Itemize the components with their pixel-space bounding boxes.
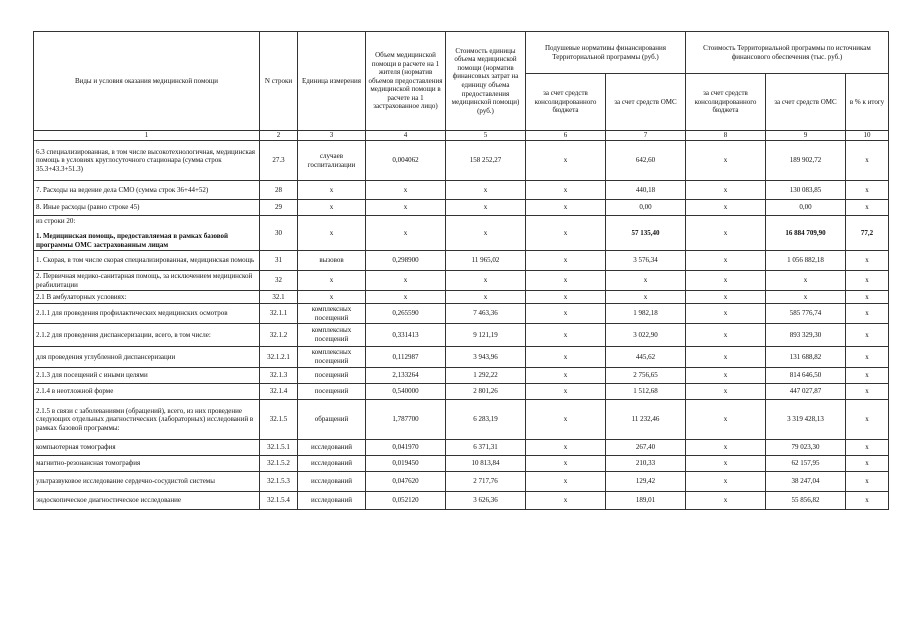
cell-oms-norm: 2 756,65 [606, 368, 686, 384]
cell-row-number: 32.1.3 [260, 368, 298, 384]
row-service-name-text: 6.3 специализированная, в том числе высокотехнологичная, медицинская помощь в условиях круглосуточного стационара (сумма строк 35.3+43.3+51.3) [36, 147, 256, 173]
row-service-name [34, 304, 260, 324]
cell-oms-cost: х [766, 291, 846, 304]
cell-unit-cost: 2 717,76 [446, 472, 526, 492]
cell-percent: х [846, 324, 889, 347]
header-unit-cost: Стоимость единицы объема медицинской помощи (норматив финансовых затрат на единицу объема предоставления медицинской помощи) (руб.) [446, 32, 526, 131]
table-row [34, 440, 889, 456]
cell-volume: 0,265590 [366, 304, 446, 324]
cell-unit: посещений [298, 384, 366, 400]
cell-unit: посещений [298, 368, 366, 384]
cell-oms-norm: 129,42 [606, 472, 686, 492]
cell-row-number: 32.1.5.2 [260, 456, 298, 472]
row-service-name-text: 2.1.2 для проведения диспансеризации, всего, в том числе: [36, 330, 211, 339]
row-service-name-text: 2.1.5 в связи с заболеваниями (обращений), всего, из них проведение следующих отдельных диагностических (лабораторных) исследований в рамках базовой программы: [36, 406, 254, 432]
row-service-name [34, 384, 260, 400]
row-service-name [34, 324, 260, 347]
cell-oms-cost: 814 646,50 [766, 368, 846, 384]
column-numbers-row [34, 131, 889, 141]
cell-oms-norm: 445,62 [606, 347, 686, 368]
header-percent-of-total: в % к итогу [846, 74, 889, 131]
cell-oms-norm: 267,40 [606, 440, 686, 456]
cell-unit-cost: 1 292,22 [446, 368, 526, 384]
header-consolidated-budget-cost: за счет средств консолидированного бюджета [686, 74, 766, 131]
cell-budget-cost: х [686, 216, 766, 251]
cell-percent: 77,2 [846, 216, 889, 251]
cell-budget-cost: х [686, 200, 766, 216]
cell-oms-cost: 131 688,82 [766, 347, 846, 368]
header-unit: Единица измерения [298, 32, 366, 131]
cell-percent: х [846, 181, 889, 200]
row-service-name-text: 2.1.4 в неотложной форме [36, 387, 114, 396]
cell-volume: 0,052120 [366, 492, 446, 510]
row-service-name-text: 2.1 В амбулаторных условиях: [36, 292, 127, 301]
cell-row-number: 30 [260, 216, 298, 251]
cell-percent: х [846, 492, 889, 510]
header-volume-per-capita: Объем медицинской помощи в расчете на 1 жителя (норматив объемов предоставления медицинской помощи в расчете на 1 застрахованное лицо) [366, 32, 446, 131]
column-number: 4 [366, 131, 446, 141]
cell-oms-norm: 189,01 [606, 492, 686, 510]
cell-unit-cost: 2 801,26 [446, 384, 526, 400]
column-number: 3 [298, 131, 366, 141]
cell-budget-cost: х [686, 492, 766, 510]
cell-row-number: 31 [260, 251, 298, 271]
cell-budget-norm: х [526, 400, 606, 440]
table-row [34, 304, 889, 324]
row-service-name-text: 1. Скорая, в том числе скорая специализированная, медицинская помощь [36, 256, 255, 265]
table-row [34, 472, 889, 492]
cell-oms-cost: 0,00 [766, 200, 846, 216]
cell-oms-cost: 62 157,95 [766, 456, 846, 472]
cell-unit-cost: 10 813,84 [446, 456, 526, 472]
table-row [34, 251, 889, 271]
cell-unit-cost: 6 283,19 [446, 400, 526, 440]
cell-row-number: 32.1.5.3 [260, 472, 298, 492]
cell-oms-cost: 38 247,04 [766, 472, 846, 492]
row-service-name-text: 8. Иные расходы (равно строке 45) [36, 203, 140, 212]
cell-oms-cost: 189 902,72 [766, 141, 846, 181]
cell-oms-norm: 57 135,40 [606, 216, 686, 251]
table-row [34, 291, 889, 304]
cell-budget-cost: х [686, 304, 766, 324]
cell-percent: х [846, 440, 889, 456]
header-oms-funds-cost: за счет средств ОМС [766, 74, 846, 131]
row-service-name-text: эндоскопическое диагностическое исследование [36, 496, 181, 505]
row-service-name [34, 291, 260, 304]
cell-percent: х [846, 251, 889, 271]
cell-percent: х [846, 456, 889, 472]
row-service-name-text: ультразвуковое исследование сердечно-сосудистой системы [36, 477, 215, 486]
cell-volume: 0,298900 [366, 251, 446, 271]
cell-budget-cost: х [686, 472, 766, 492]
cell-budget-cost: х [686, 271, 766, 291]
cell-budget-norm: х [526, 216, 606, 251]
cell-row-number: 32.1.2.1 [260, 347, 298, 368]
cell-oms-cost: 3 319 428,13 [766, 400, 846, 440]
cell-unit-cost: х [446, 271, 526, 291]
row-service-name [34, 440, 260, 456]
cell-row-number: 27.3 [260, 141, 298, 181]
cell-row-number: 32.1.2 [260, 324, 298, 347]
cell-budget-norm: х [526, 271, 606, 291]
cell-row-number: 32.1.4 [260, 384, 298, 400]
cell-unit-cost: 11 965,02 [446, 251, 526, 271]
cell-oms-cost: 447 027,87 [766, 384, 846, 400]
cell-budget-norm: х [526, 181, 606, 200]
cell-budget-norm: х [526, 347, 606, 368]
column-number: 8 [686, 131, 766, 141]
cell-volume: 0,112987 [366, 347, 446, 368]
row-service-name-text: 2.1.1 для проведения профилактических медицинских осмотров [36, 309, 228, 318]
cell-percent: х [846, 384, 889, 400]
cell-budget-norm: х [526, 440, 606, 456]
cell-volume: 0,540000 [366, 384, 446, 400]
cell-unit-cost: 3 943,96 [446, 347, 526, 368]
cell-row-number: 32.1.1 [260, 304, 298, 324]
cell-unit-cost: 158 252,27 [446, 141, 526, 181]
cell-budget-norm: х [526, 368, 606, 384]
table-row [34, 456, 889, 472]
cell-budget-cost: х [686, 440, 766, 456]
cell-percent: х [846, 347, 889, 368]
column-number: 6 [526, 131, 606, 141]
cell-unit: комплексных посещений [298, 347, 366, 368]
column-number: 10 [846, 131, 889, 141]
row-service-name [34, 141, 260, 181]
row-service-name [34, 456, 260, 472]
row-service-name-text: 2.1.3 для посещений с иными целями [36, 371, 148, 380]
cell-budget-cost: х [686, 400, 766, 440]
cell-oms-norm: 1 982,18 [606, 304, 686, 324]
row-service-name [34, 347, 260, 368]
cell-percent: х [846, 368, 889, 384]
table-row [34, 216, 889, 251]
program-cost-table [33, 31, 889, 510]
row-service-name [34, 492, 260, 510]
cell-oms-cost: 585 776,74 [766, 304, 846, 324]
cell-unit: исследований [298, 440, 366, 456]
cell-unit-cost: х [446, 181, 526, 200]
cell-budget-cost: х [686, 456, 766, 472]
row-service-name [34, 271, 260, 291]
column-number: 7 [606, 131, 686, 141]
header-program-cost: Стоимость Территориальной программы по источникам финансового обеспечения (тыс. руб.) [686, 32, 889, 74]
cell-row-number: 29 [260, 200, 298, 216]
header-service-type: Виды и условия оказания медицинской помощи [34, 32, 260, 131]
cell-budget-cost: х [686, 368, 766, 384]
row-service-name-text: из строки 20: [36, 216, 76, 225]
cell-unit: х [298, 200, 366, 216]
cell-budget-norm: х [526, 492, 606, 510]
cell-volume: х [366, 271, 446, 291]
cell-volume: х [366, 216, 446, 251]
cell-volume: 0,331413 [366, 324, 446, 347]
cell-volume: х [366, 200, 446, 216]
table-row [34, 141, 889, 181]
row-service-name [34, 472, 260, 492]
header-oms-funds: за счет средств ОМС [606, 74, 686, 131]
cell-row-number: 32.1.5.4 [260, 492, 298, 510]
cell-oms-norm: 440,18 [606, 181, 686, 200]
cell-budget-cost: х [686, 347, 766, 368]
column-number: 5 [446, 131, 526, 141]
cell-volume: 2,133264 [366, 368, 446, 384]
row-service-name-text: магнитно-резонансная томография [36, 459, 141, 468]
row-service-name [34, 200, 260, 216]
table-row [34, 384, 889, 400]
cell-unit: х [298, 216, 366, 251]
cell-budget-cost: х [686, 141, 766, 181]
cell-oms-norm: х [606, 271, 686, 291]
row-service-subtitle: 1. Медицинская помощь, предоставляемая в рамках базовой программы ОМС застрахованным лицам [36, 232, 229, 249]
cell-unit: х [298, 181, 366, 200]
cell-budget-norm: х [526, 200, 606, 216]
table-row [34, 181, 889, 200]
row-service-name [34, 216, 260, 251]
cell-oms-cost: 79 023,30 [766, 440, 846, 456]
table-row [34, 368, 889, 384]
cell-budget-norm: х [526, 456, 606, 472]
cell-budget-cost: х [686, 384, 766, 400]
cell-oms-cost: 130 083,85 [766, 181, 846, 200]
column-number: 2 [260, 131, 298, 141]
table-row [34, 492, 889, 510]
cell-budget-cost: х [686, 324, 766, 347]
cell-row-number: 32 [260, 271, 298, 291]
cell-unit: х [298, 291, 366, 304]
cell-budget-cost: х [686, 251, 766, 271]
cell-percent: х [846, 291, 889, 304]
cell-budget-norm: х [526, 141, 606, 181]
cell-unit-cost: х [446, 291, 526, 304]
cell-budget-norm: х [526, 472, 606, 492]
cell-volume: х [366, 291, 446, 304]
table-row [34, 271, 889, 291]
cell-unit-cost: 9 121,19 [446, 324, 526, 347]
cell-row-number: 32.1.5 [260, 400, 298, 440]
cell-percent: х [846, 400, 889, 440]
cell-row-number: 32.1.5.1 [260, 440, 298, 456]
cell-unit-cost: 6 371,31 [446, 440, 526, 456]
cell-oms-norm: 210,33 [606, 456, 686, 472]
row-service-name-text: для проведения углубленной диспансеризации [36, 352, 176, 361]
column-number: 9 [766, 131, 846, 141]
cell-budget-cost: х [686, 181, 766, 200]
cell-unit: х [298, 271, 366, 291]
row-service-name-text: компьютерная томография [36, 443, 116, 452]
header-row-number: N строки [260, 32, 298, 131]
cell-oms-norm: 3 022,90 [606, 324, 686, 347]
table-row [34, 324, 889, 347]
cell-unit-cost: 3 626,36 [446, 492, 526, 510]
cell-percent: х [846, 304, 889, 324]
cell-budget-cost: х [686, 291, 766, 304]
cell-percent: х [846, 472, 889, 492]
row-service-name [34, 181, 260, 200]
cell-volume: 1,787700 [366, 400, 446, 440]
cell-row-number: 28 [260, 181, 298, 200]
table-row [34, 200, 889, 216]
cell-oms-cost: 16 884 709,90 [766, 216, 846, 251]
cell-oms-norm: 642,60 [606, 141, 686, 181]
cell-oms-cost: 1 056 882,18 [766, 251, 846, 271]
cell-oms-norm: 11 232,46 [606, 400, 686, 440]
cell-unit: исследований [298, 492, 366, 510]
cell-unit: комплексных посещений [298, 324, 366, 347]
cell-unit-cost: х [446, 216, 526, 251]
row-service-name-text: 2. Первичная медико-санитарная помощь, за исключением медицинской реабилитации [36, 271, 253, 289]
cell-volume: 0,019450 [366, 456, 446, 472]
cell-budget-norm: х [526, 384, 606, 400]
cell-unit-cost: х [446, 200, 526, 216]
cell-unit: обращений [298, 400, 366, 440]
cell-percent: х [846, 141, 889, 181]
cell-unit: вызовов [298, 251, 366, 271]
cell-budget-norm: х [526, 324, 606, 347]
cell-oms-norm: 3 576,34 [606, 251, 686, 271]
table-row [34, 347, 889, 368]
cell-oms-cost: х [766, 271, 846, 291]
column-number: 1 [34, 131, 260, 141]
row-service-name [34, 251, 260, 271]
cell-oms-norm: х [606, 291, 686, 304]
cell-unit: комплексных посещений [298, 304, 366, 324]
cell-oms-cost: 893 329,30 [766, 324, 846, 347]
cell-percent: х [846, 271, 889, 291]
cell-volume: 0,004062 [366, 141, 446, 181]
cell-budget-norm: х [526, 251, 606, 271]
cell-oms-norm: 0,00 [606, 200, 686, 216]
row-service-name [34, 400, 260, 440]
cell-budget-norm: х [526, 291, 606, 304]
table-row [34, 400, 889, 440]
row-service-name-text: 7. Расходы на ведение дела СМО (сумма строк 36+44+52) [36, 185, 209, 194]
cell-oms-norm: 1 512,68 [606, 384, 686, 400]
cell-unit: исследований [298, 472, 366, 492]
header-consolidated-budget: за счет средств консолидированного бюджета [526, 74, 606, 131]
cell-unit: исследований [298, 456, 366, 472]
row-service-name [34, 368, 260, 384]
cell-unit: случаев госпитализации [298, 141, 366, 181]
header-per-capita-norms: Подушевые нормативы финансирования Территориальной программы (руб.) [526, 32, 686, 74]
cell-volume: х [366, 181, 446, 200]
cell-volume: 0,041970 [366, 440, 446, 456]
cell-unit-cost: 7 463,36 [446, 304, 526, 324]
cell-row-number: 32.1 [260, 291, 298, 304]
cell-volume: 0,047620 [366, 472, 446, 492]
cell-percent: х [846, 200, 889, 216]
cell-budget-norm: х [526, 304, 606, 324]
cell-oms-cost: 55 856,82 [766, 492, 846, 510]
